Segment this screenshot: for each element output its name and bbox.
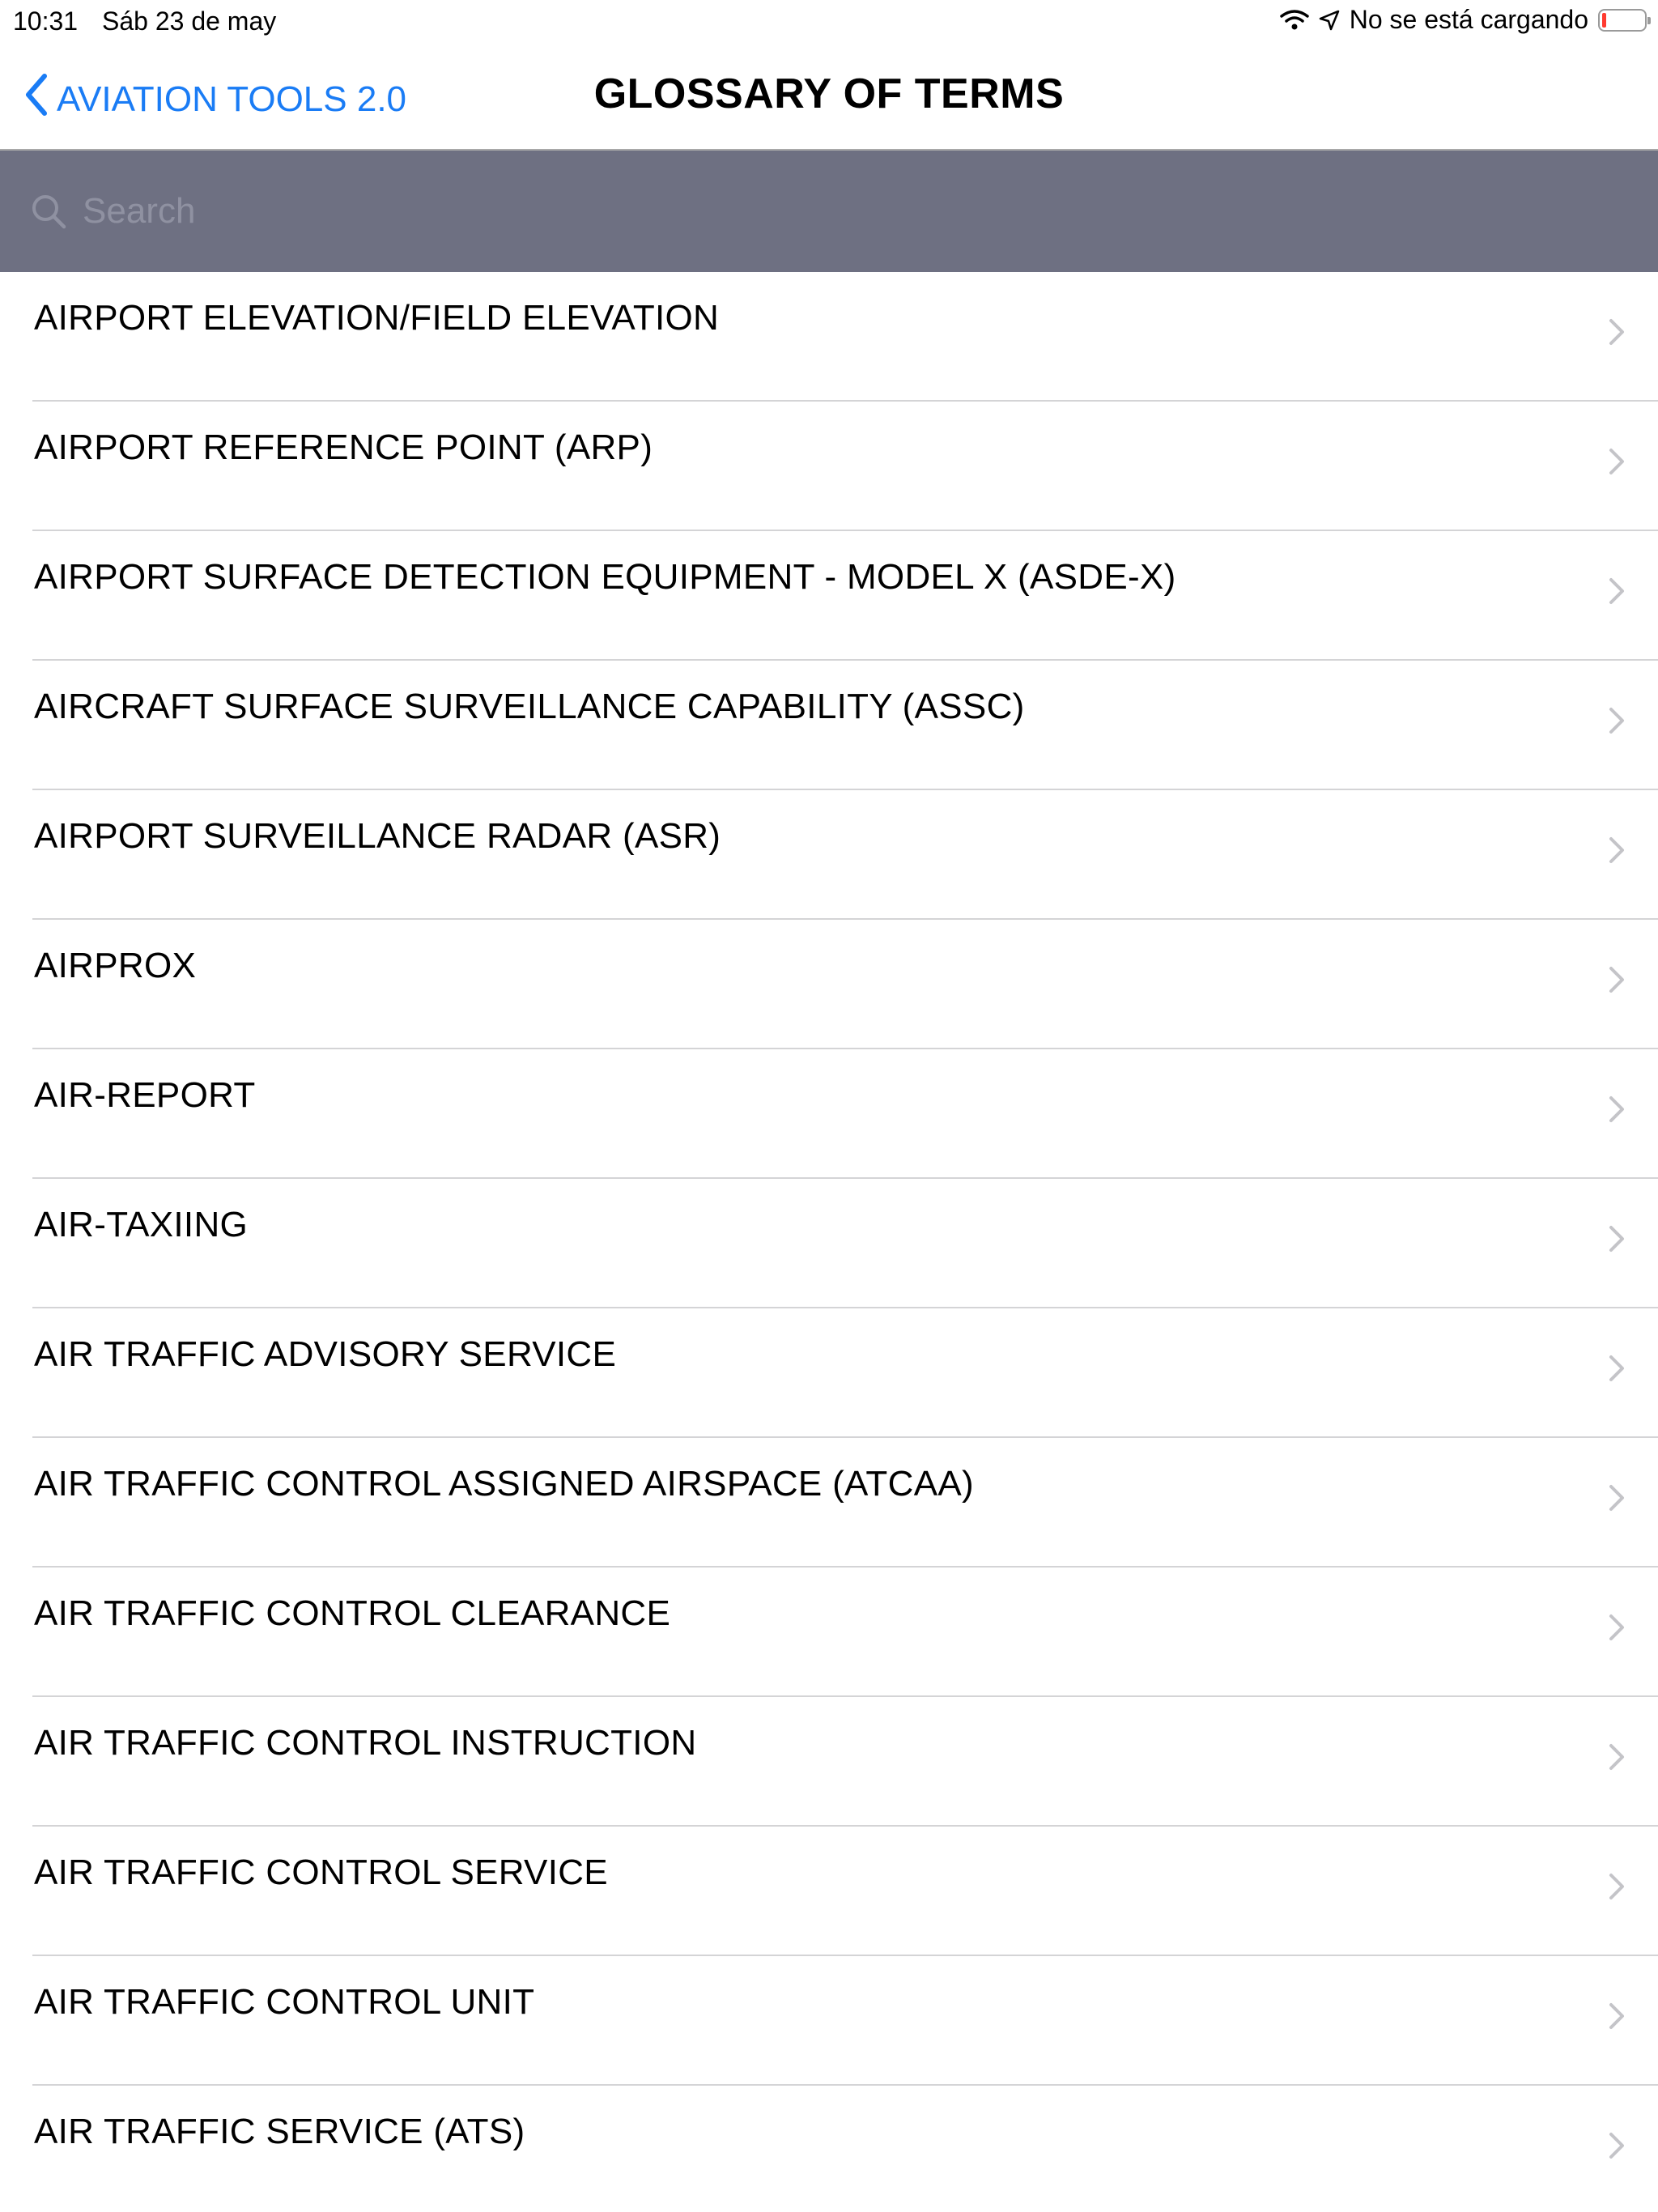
chevron-right-icon [1608,836,1626,865]
back-button-label: AVIATION TOOLS 2.0 [57,79,407,119]
list-item[interactable] [0,661,1658,790]
list-item-label: AIR TRAFFIC CONTROL ASSIGNED AIRSPACE (ATCAA) [34,1464,974,1504]
chevron-right-icon [1608,1354,1626,1383]
nav-bar [0,42,1658,151]
list-item-label: AIR-TAXIING [34,1205,249,1244]
chevron-right-icon [1608,1224,1626,1253]
chevron-right-icon [1608,1483,1626,1512]
list-item-label: AIRCRAFT SURFACE SURVEILLANCE CAPABILITY (ASSC) [34,687,1025,726]
list-item-label: AIRPORT SURVEILLANCE RADAR (ASR) [34,816,721,856]
chevron-right-icon [1608,1095,1626,1124]
chevron-right-icon [1608,1742,1626,1772]
list-item-label: AIR TRAFFIC SERVICE (ATS) [34,2112,525,2151]
list-item-label: AIRPORT REFERENCE POINT (ARP) [34,428,653,467]
search-icon [29,192,68,231]
chevron-right-icon [1608,1872,1626,1901]
charging-status-text: No se está cargando [1349,5,1588,34]
chevron-right-icon [1608,1613,1626,1642]
list-item-label: AIR TRAFFIC CONTROL INSTRUCTION [34,1723,697,1763]
chevron-right-icon [1608,2131,1626,2160]
battery-icon [1598,9,1647,32]
list-item[interactable] [0,272,1658,402]
chevron-right-icon [1608,2001,1626,2031]
list-item[interactable] [0,1697,1658,1827]
list-item[interactable] [0,1827,1658,1956]
list-item[interactable] [0,1179,1658,1308]
terms-list [0,272,1658,2212]
search-bar [0,151,1658,272]
list-item[interactable] [0,531,1658,661]
search-input[interactable] [83,191,1629,232]
list-item-label: AIRPORT ELEVATION/FIELD ELEVATION [34,298,720,338]
list-item-label: AIR TRAFFIC CONTROL SERVICE [34,1853,608,1892]
list-item[interactable] [0,2086,1658,2212]
battery-tip [1647,17,1651,24]
list-item[interactable] [0,1438,1658,1568]
chevron-right-icon [1608,317,1626,347]
status-date: Sáb 23 de may [102,6,277,36]
list-item-label: AIR TRAFFIC CONTROL CLEARANCE [34,1593,671,1633]
status-time: 10:31 [13,6,79,36]
page-title: GLOSSARY OF TERMS [593,70,1065,117]
chevron-right-icon [1608,706,1626,735]
status-bar [0,0,1658,42]
search-field[interactable] [29,177,1629,246]
chevron-right-icon [1608,447,1626,476]
list-item[interactable] [0,1568,1658,1697]
list-item[interactable] [0,1049,1658,1179]
status-right [1280,5,1647,35]
list-item-label: AIR-REPORT [34,1075,256,1115]
location-arrow-icon [1319,10,1340,31]
list-item-label: AIR TRAFFIC CONTROL UNIT [34,1982,535,2022]
list-item-label: AIR TRAFFIC ADVISORY SERVICE [34,1334,617,1374]
list-item[interactable] [0,920,1658,1049]
battery-level [1602,13,1606,28]
list-item[interactable] [0,790,1658,920]
chevron-right-icon [1608,576,1626,606]
list-item[interactable] [0,1956,1658,2086]
list-item-label: AIRPORT SURFACE DETECTION EQUIPMENT - MODEL X (ASDE-X) [34,557,1176,597]
chevron-right-icon [1608,965,1626,994]
list-item[interactable] [0,402,1658,531]
list-item-label: AIRPROX [34,946,197,985]
wifi-icon [1280,9,1309,32]
list-item[interactable] [0,1308,1658,1438]
